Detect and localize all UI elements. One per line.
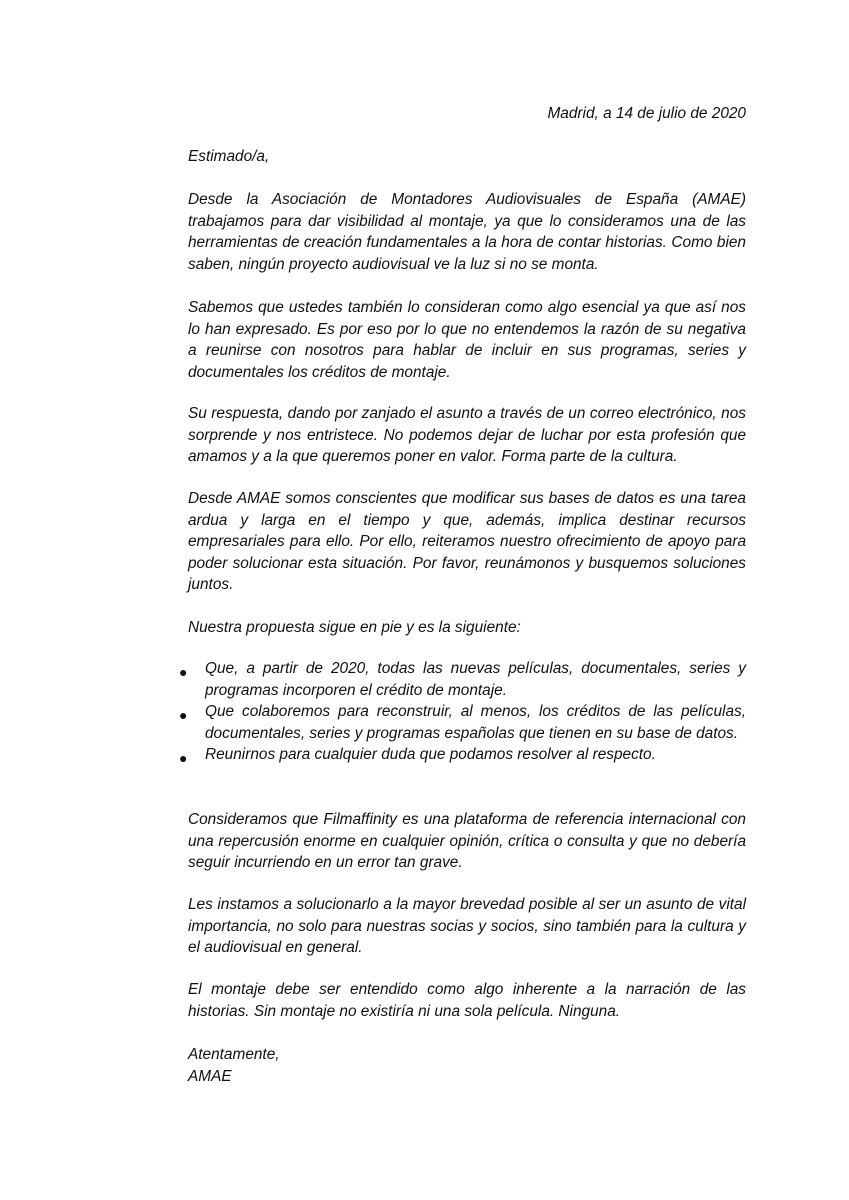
list-item xyxy=(0,701,849,744)
signature: AMAE xyxy=(188,1068,232,1085)
paragraph-urge: Les instamos a solucionarlo a la mayor brevedad posible al ser un asunto de vital importancia, no solo para nuestras socias y socios, sino también para la cultura y el audiovisual en general. xyxy=(188,896,746,957)
list-item-text: Que colaboremos para reconstruir, al menos, los créditos de las películas, documentales, series y programas españolas que tienen en su base de datos. xyxy=(205,703,746,742)
paragraph-intro: Desde la Asociación de Montadores Audiovisuales de España (AMAE) trabajamos para dar visibilidad al montaje, ya que lo consideramos una de las herramientas de creación fundamentales a la hora de contar historias. Como bien saben, ningún proyecto audiovisual ve la luz si no se monta. xyxy=(188,191,746,273)
list-item xyxy=(0,744,849,766)
signoff: Atentamente, xyxy=(188,1046,280,1063)
paragraph-offer: Desde AMAE somos conscientes que modificar sus bases de datos es una tarea ardua y larga en el tiempo y que, además, implica destinar recursos empresariales para ello. Por ello, reiteramos nuestro ofrecimiento de apoyo para poder solucionar esta situación. Por favor, reunámonos y busquemos soluciones juntos. xyxy=(188,490,746,594)
salutation: Estimado/a, xyxy=(188,148,270,165)
bullet-icon: ● xyxy=(179,664,188,680)
paragraph-conclusion: El montaje debe ser entendido como algo inherente a la narración de las historias. Sin montaje no existiría ni una sola película. Ninguna. xyxy=(188,981,746,1020)
paragraph-response: Su respuesta, dando por zanjado el asunto a través de un correo electrónico, nos sorprende y nos entristece. No podemos dejar de luchar por esta profesión que amamos y a la que queremos poner en valor. Forma parte de la cultura. xyxy=(188,405,746,466)
list-item-text: Que, a partir de 2020, todas las nuevas películas, documentales, series y programas incorporen el crédito de montaje. xyxy=(205,660,746,699)
paragraph-negative: Sabemos que ustedes también lo consideran como algo esencial ya que así nos lo han expresado. Es por eso por lo que no entendemos la razón de su negativa a reunirse con nosotros para hablar de incluir en sus programas, series y documentales los créditos de montaje. xyxy=(188,299,746,381)
paragraph-proposal-intro: Nuestra propuesta sigue en pie y es la siguiente: xyxy=(188,619,521,636)
bullet-icon: ● xyxy=(179,750,188,767)
letter-date: Madrid, a 14 de julio de 2020 xyxy=(547,105,746,122)
list-item-text: Reunirnos para cualquier duda que podamos resolver al respecto. xyxy=(205,746,656,764)
bullet-icon: ● xyxy=(179,707,188,724)
list-item xyxy=(0,658,849,701)
paragraph-filmaffinity: Consideramos que Filmaffinity es una plataforma de referencia internacional con una repercusión enorme en cualquier opinión, crítica o consulta y que no debería seguir incurriendo en un error tan grave. xyxy=(188,811,746,872)
proposal-list xyxy=(0,658,849,766)
